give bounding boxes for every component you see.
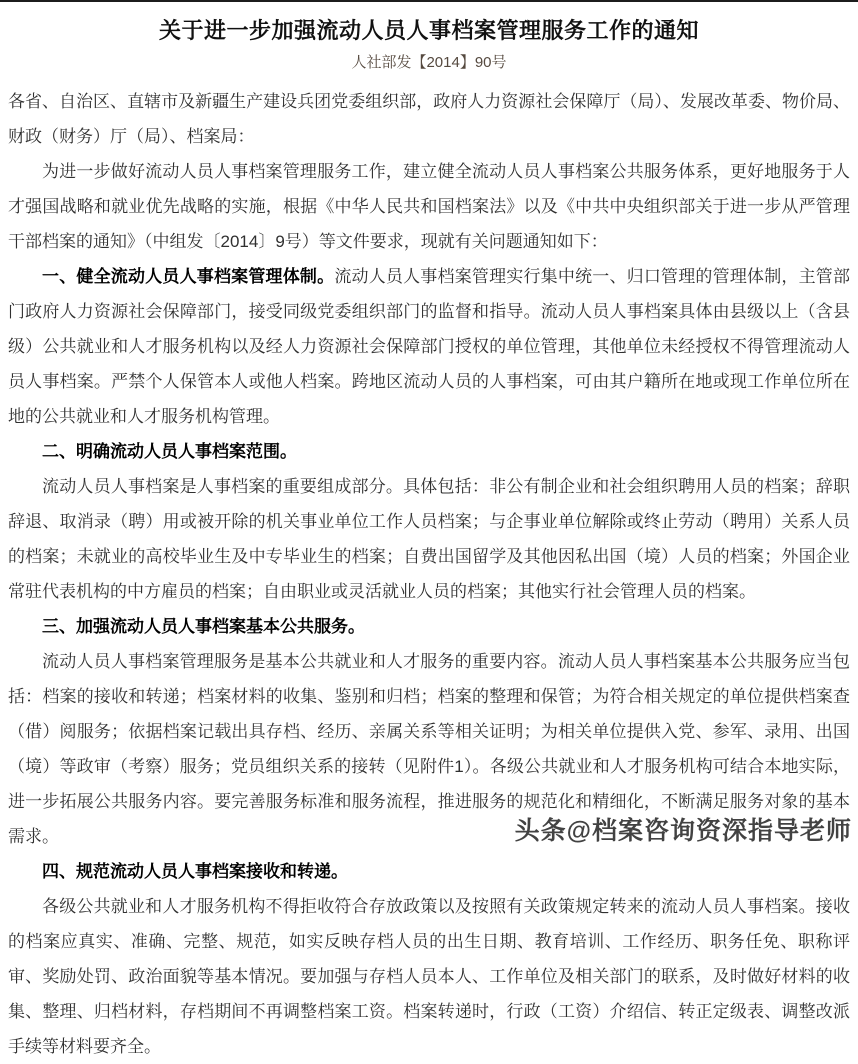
section-heading xyxy=(8,609,850,644)
body-paragraph: 流动人员人事档案管理服务是基本公共就业和人才服务的重要内容。流动人员人事档案基本公共服务应当包括：档案的接收和转递；档案材料的收集、鉴别和归档；档案的整理和保管；为符合相关规定的单位提供档案查（借）阅服务；依据档案记载出具存档、经历、亲属关系等相关证明；为相关单位提供入党、参军、录用、出国（境）等政审（考察）服务；党员组织关系的接转（见附件1）。各级公共就业和人才服务机构可结合本地实际，进一步拓展公共服务内容。要完善服务标准和服务流程，推进服务的规范化和精细化，不断满足服务对象的基本需求。 xyxy=(8,652,850,846)
section-lead: 四、规范流动人员人事档案接收和转递。 xyxy=(42,862,348,881)
doc-number: 人社部发【2014】90号 xyxy=(351,54,507,71)
body-paragraph: 各级公共就业和人才服务机构不得拒收符合存放政策以及按照有关政策规定转来的流动人员人事档案。接收的档案应真实、准确、完整、规范，如实反映存档人员的出生日期、教育培训、工作经历、职务任免、职称评审、奖励处罚、政治面貌等基本情况。要加强与存档人员本人、工作单位及相关部门的联系，及时做好材料的收集、整理、归档材料，存档期间不再调整档案工资。档案转递时，行政（工资）介绍信、转正定级表、调整改派手续等材料要齐全。 xyxy=(8,897,850,1056)
body-paragraph: 为进一步做好流动人员人事档案管理服务工作，建立健全流动人员人事档案公共服务体系，更好地服务于人才强国战略和就业优先战略的实施，根据《中华人民共和国档案法》以及《中共中央组织部关于进一步从严管理干部档案的通知》（中组发〔2014〕9号）等文件要求，现就有关问题通知如下： xyxy=(8,162,850,251)
section-lead: 一、健全流动人员人事档案管理体制。 xyxy=(42,267,335,286)
body-paragraph: 流动人员人事档案是人事档案的重要组成部分。具体包括：非公有制企业和社会组织聘用人员的档案；辞职辞退、取消录（聘）用或被开除的机关事业单位工作人员档案；与企事业单位解除或终止劳动（聘用）关系人员的档案；未就业的高校毕业生及中专毕业生的档案；自费出国留学及其他因私出国（境）人员的档案；外国企业常驻代表机构的中方雇员的档案；自由职业或灵活就业人员的档案；其他实行社会管理人员的档案。 xyxy=(8,477,850,601)
document-body xyxy=(8,84,850,1064)
section-heading xyxy=(8,854,850,889)
body-paragraph: 一、健全流动人员人事档案管理体制。流动人员人事档案管理实行集中统一、归口管理的管理体制，主管部门政府人力资源社会保障部门，接受同级党委组织部门的监督和指导。流动人员人事档案具体由县级以上（含县级）公共就业和人才服务机构以及经人力资源社会保障部门授权的单位管理，其他单位未经授权不得管理流动人员人事档案。严禁个人保管本人或他人档案。跨地区流动人员的人事档案，可由其户籍所在地或现工作单位所在地的公共就业和人才服务机构管理。 xyxy=(8,267,851,426)
section-lead: 二、明确流动人员人事档案范围。 xyxy=(42,442,297,461)
section-lead: 三、加强流动人员人事档案基本公共服务。 xyxy=(42,617,365,636)
body-paragraph: 各省、自治区、直辖市及新疆生产建设兵团党委组织部，政府人力资源社会保障厅（局）、发展改革委、物价局、财政（财务）厅（局）、档案局： xyxy=(8,92,850,146)
document-page xyxy=(0,14,858,1064)
section-heading xyxy=(8,434,850,469)
watermark-text: 头条@档案咨询资深指导老师 xyxy=(514,817,852,845)
document-title: 关于进一步加强流动人员人事档案管理服务工作的通知 xyxy=(158,18,699,43)
